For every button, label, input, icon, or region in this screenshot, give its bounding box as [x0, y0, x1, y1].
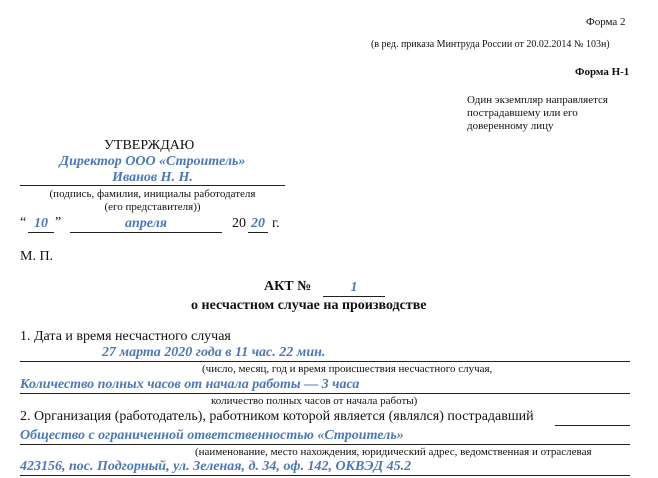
- item1-hours-caption: количество полных часов от начала работы): [211, 395, 418, 407]
- year-prefix: 20: [232, 216, 246, 231]
- act-number-underline: [323, 296, 385, 297]
- approve-label: УТВЕРЖДАЮ: [104, 138, 195, 153]
- item1-label: 1. Дата и время несчастного случая: [20, 329, 231, 344]
- copy-note: [467, 94, 608, 133]
- quote-close: ”: [55, 215, 62, 230]
- item2-label: 2. Организация (работодатель), работником которой является (являлся) пострадавший: [20, 409, 534, 424]
- seal-mark: М. П.: [20, 249, 54, 264]
- form-number: Форма 2: [586, 16, 626, 28]
- copy-note-line: доверенному лицу: [467, 120, 554, 132]
- item1-underline: [20, 361, 630, 362]
- approver-caption-2: (его представителя)): [104, 201, 201, 213]
- approval-month: апреля: [124, 216, 168, 231]
- approver-name: Иванов Н. Н.: [112, 170, 193, 185]
- item1-caption: (число, месяц, год и время происшествия несчастного случая,: [202, 363, 493, 375]
- approver-position: Директор ООО «Строитель»: [59, 154, 246, 169]
- item2-underline: [20, 444, 630, 445]
- act-title: АКТ №: [264, 279, 312, 294]
- approval-year: 20: [251, 216, 265, 231]
- month-underline: [70, 232, 222, 233]
- item1-hours-underline: [20, 393, 630, 394]
- item1-value: 27 марта 2020 года в 11 час. 22 мин.: [102, 345, 326, 360]
- item2-caption: (наименование, место нахождения, юридический адрес, ведомственная и отраслевая: [195, 446, 592, 458]
- item1-hours-value: Количество полных часов от начала работы — 3 часа: [20, 377, 360, 392]
- quote-open: “: [20, 215, 27, 230]
- copy-note-line: пострадавшему или его: [467, 107, 578, 119]
- item2-address-underline: [20, 475, 630, 476]
- item2-address: 423156, пос. Подгорный, ул. Зеленая, д. 34, оф. 142, ОКВЭД 45.2: [20, 459, 412, 474]
- item2-label-underline: [555, 425, 630, 426]
- day-underline: [28, 232, 54, 233]
- copy-note-line: Один экземпляр направляется: [467, 94, 608, 106]
- edition-note: (в ред. приказа Минтруда России от 20.02.2014 № 103н): [371, 39, 610, 50]
- form-name: Форма Н-1: [575, 66, 630, 78]
- act-subtitle: о несчастном случае на производстве: [191, 298, 427, 313]
- approver-caption-1: (подпись, фамилия, инициалы работодателя: [49, 188, 256, 200]
- approval-day: 10: [34, 216, 48, 231]
- item2-value: Общество с ограниченной ответственностью «Строитель»: [20, 428, 404, 443]
- act-number: 1: [350, 280, 358, 295]
- year-unit: г.: [272, 216, 280, 231]
- year-underline: [248, 232, 268, 233]
- approver-signature-line: [20, 185, 285, 186]
